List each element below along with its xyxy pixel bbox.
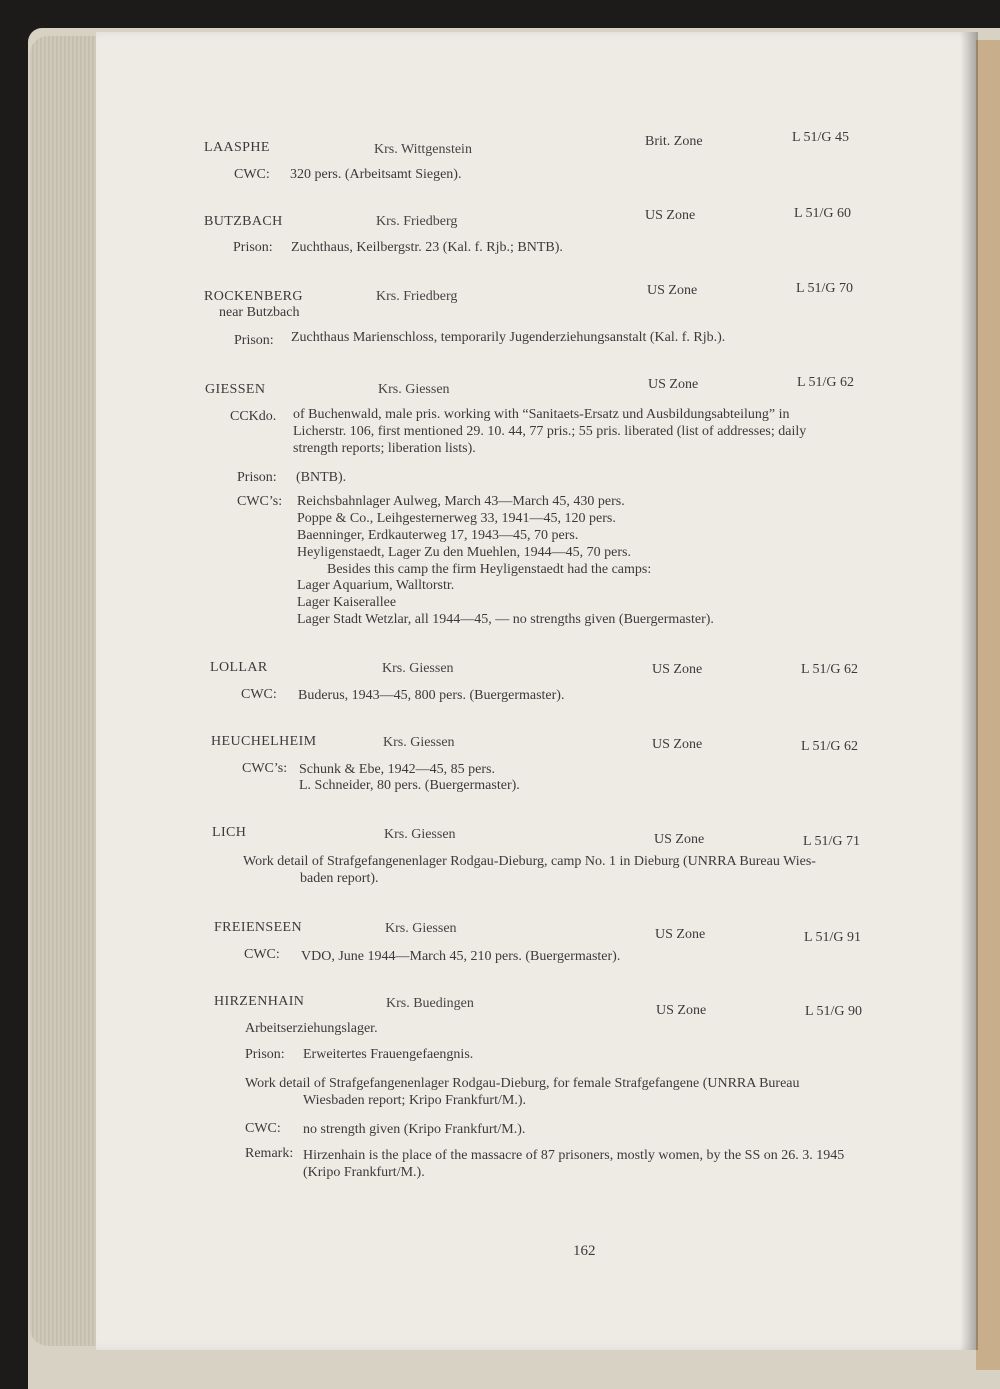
entry-place: BUTZBACH xyxy=(204,214,283,229)
entry-district: Krs. Wittgenstein xyxy=(374,142,472,157)
entry-ref: L 51/G 91 xyxy=(804,930,862,945)
entry-zone: Brit. Zone xyxy=(645,134,703,149)
entry-label: CWC’s: xyxy=(242,761,288,776)
entry-ref: L 51/G 45 xyxy=(792,130,850,145)
entry-ref: L 51/G 62 xyxy=(801,739,859,754)
entry-line: Zuchthaus Marienschloss, temporarily Jugenderziehungsanstalt (Kal. f. Rjb.). xyxy=(291,330,726,345)
entry-line: L. Schneider, 80 pers. (Buergermaster). xyxy=(299,778,520,793)
entry-district: Krs. Giessen xyxy=(383,735,455,750)
entry-label: CWC: xyxy=(234,167,270,182)
entry-district: Krs. Friedberg xyxy=(376,289,458,304)
page-gutter-shadow xyxy=(960,32,978,1350)
entry-ref: L 51/G 62 xyxy=(797,375,855,390)
entry-place: ROCKENBERG xyxy=(204,289,303,304)
entry-line: Baenninger, Erdkauterweg 17, 1943—45, 70 pers. xyxy=(297,528,579,543)
entry-ref: L 51/G 62 xyxy=(801,662,859,677)
entry-line: Buderus, 1943—45, 800 pers. (Buergermaster). xyxy=(298,688,565,703)
entry-label: CWC’s: xyxy=(237,494,283,509)
entry-label: Remark: xyxy=(245,1146,294,1161)
entry-line: baden report). xyxy=(300,871,379,886)
entry-line: Schunk & Ebe, 1942—45, 85 pers. xyxy=(299,762,495,777)
entry-line: Hirzenhain is the place of the massacre of 87 prisoners, mostly women, by the SS on 26. 3. 1945 xyxy=(303,1148,845,1163)
entry-line: strength reports; liberation lists). xyxy=(293,441,476,456)
page-number: 162 xyxy=(573,1243,596,1259)
entry-ref: L 51/G 90 xyxy=(805,1004,863,1019)
entry-label: Prison: xyxy=(245,1047,285,1062)
entry-line: Heyligenstaedt, Lager Zu den Muehlen, 1944—45, 70 pers. xyxy=(297,545,631,560)
entry-district: Krs. Giessen xyxy=(378,382,450,397)
entry-district: Krs. Friedberg xyxy=(376,214,458,229)
entry-line: Wiesbaden report; Kripo Frankfurt/M.). xyxy=(303,1093,526,1108)
entry-zone: US Zone xyxy=(655,927,706,942)
entry-zone: US Zone xyxy=(648,377,699,392)
entry-place: FREIENSEEN xyxy=(214,920,302,935)
entry-label: CWC: xyxy=(245,1121,281,1136)
entry-zone: US Zone xyxy=(652,737,703,752)
entry-line: Erweitertes Frauengefaengnis. xyxy=(303,1047,474,1062)
entry-ref: L 51/G 70 xyxy=(796,281,854,296)
entry-line: Lager Aquarium, Walltorstr. xyxy=(297,578,455,593)
entry-zone: US Zone xyxy=(647,283,698,298)
entry-line: Arbeitserziehungslager. xyxy=(245,1021,378,1036)
entry-place: LICH xyxy=(212,825,247,840)
entry-place-sub: near Butzbach xyxy=(219,305,300,320)
entry-line: VDO, June 1944—March 45, 210 pers. (Buergermaster). xyxy=(301,949,621,964)
entry-place: GIESSEN xyxy=(205,382,266,397)
entry-label: CCKdo. xyxy=(230,409,277,424)
entry-line: Lager Stadt Wetzlar, all 1944—45, — no strengths given (Buergermaster). xyxy=(297,612,714,627)
entry-label: CWC: xyxy=(244,947,280,962)
entry-district: Krs. Giessen xyxy=(385,921,457,936)
facing-page-edge xyxy=(976,40,1000,1370)
entry-district: Krs. Giessen xyxy=(382,661,454,676)
entry-line: Besides this camp the firm Heyligenstaedt had the camps: xyxy=(327,562,652,577)
entry-ref: L 51/G 71 xyxy=(803,834,861,849)
entry-label: Prison: xyxy=(233,240,273,255)
entry-zone: US Zone xyxy=(652,662,703,677)
entry-zone: US Zone xyxy=(656,1003,707,1018)
entry-line: (Kripo Frankfurt/M.). xyxy=(303,1165,425,1180)
entry-line: (BNTB). xyxy=(296,470,347,485)
entry-district: Krs. Giessen xyxy=(384,827,456,842)
entry-zone: US Zone xyxy=(654,832,705,847)
entry-line: Poppe & Co., Leihgesternerweg 33, 1941—45, 120 pers. xyxy=(297,511,616,526)
entry-district: Krs. Buedingen xyxy=(386,996,474,1011)
entry-line: Work detail of Strafgefangenenlager Rodgau-Dieburg, for female Strafgefangene (UNRRA Bureau xyxy=(245,1076,800,1091)
entry-line: Work detail of Strafgefangenenlager Rodgau-Dieburg, camp No. 1 in Dieburg (UNRRA Bureau Wies- xyxy=(243,854,816,869)
entry-label: Prison: xyxy=(237,470,277,485)
entry-label: Prison: xyxy=(234,333,274,348)
entry-place: HIRZENHAIN xyxy=(214,994,305,1009)
entry-line: Reichsbahnlager Aulweg, March 43—March 45, 430 pers. xyxy=(297,494,625,509)
page-edges xyxy=(30,36,100,1346)
entry-place: LOLLAR xyxy=(210,660,268,675)
entry-zone: US Zone xyxy=(645,208,696,223)
entry-ref: L 51/G 60 xyxy=(794,206,852,221)
entry-line: of Buchenwald, male pris. working with “Sanitaets-Ersatz und Ausbildungsabteilung” in xyxy=(293,407,790,422)
entry-label: CWC: xyxy=(241,687,277,702)
entry-place: HEUCHELHEIM xyxy=(211,734,317,749)
entry-line: Zuchthaus, Keilbergstr. 23 (Kal. f. Rjb.; BNTB). xyxy=(291,240,563,255)
entry-line: Licherstr. 106, first mentioned 29. 10. 44, 77 pris.; 55 pris. liberated (list of addresses; daily xyxy=(293,424,807,439)
entry-place: LAASPHE xyxy=(204,140,270,155)
entry-line: Lager Kaiserallee xyxy=(297,595,397,610)
entry-line: 320 pers. (Arbeitsamt Siegen). xyxy=(290,167,462,182)
entry-line: no strength given (Kripo Frankfurt/M.). xyxy=(303,1122,526,1137)
